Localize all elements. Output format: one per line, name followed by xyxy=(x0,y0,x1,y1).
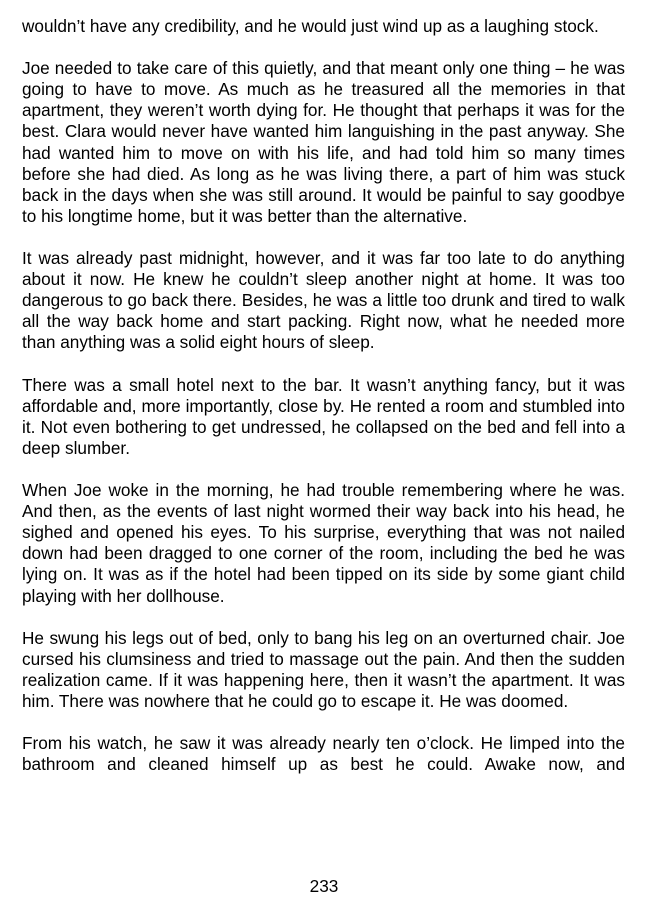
paragraph-4: There was a small hotel next to the bar. It wasn’t anything fancy, but it was affordable and, more importantly, close by. He rented a room and stumbled into it. Not even bothering to get undressed, he collapsed on the bed and fell into a deep slumber. xyxy=(22,374,625,458)
paragraph-5: When Joe woke in the morning, he had trouble remembering where he was. And then, as the events of last night wormed their way back into his head, he sighed and opened his eyes. To his surprise, everything that was not nailed down had been dragged to one corner of the room, including the bed he was lying on. It was as if the hotel had been tipped on its side by some giant child playing with her dollhouse. xyxy=(22,480,625,606)
page-number: 233 xyxy=(309,876,339,896)
paragraph-7: From his watch, he saw it was already nearly ten o’clock. He limped into the bathroom and cleaned himself up as best he could. Awake now, and xyxy=(22,733,625,775)
paragraph-6: He swung his legs out of bed, only to bang his leg on an overturned chair. Joe cursed his clumsiness and tried to massage out the pain. And then the sudden realization came. If it was happening here, then it wasn’t the apartment. It was him. There was nowhere that he could go to escape it. He was doomed. xyxy=(22,627,625,711)
body-text xyxy=(22,16,625,796)
paragraph-1: wouldn’t have any credibility, and he would just wind up as a laughing stock. xyxy=(22,16,599,36)
paragraph-3: It was already past midnight, however, and it was far too late to do anything about it now. He knew he couldn’t sleep another night at home. It was too dangerous to go back there. Besides, he was a little too drunk and tired to walk all the way back home and start packing. Right now, what he needed more than anything was a solid eight hours of sleep. xyxy=(22,248,625,353)
paragraph-2: Joe needed to take care of this quietly, and that meant only one thing – he was going to have to move. As much as he treasured all the memories in that apartment, they weren’t worth dying for. He thought that perhaps it was for the best. Clara would never have wanted him languishing in the past anyway. She had wanted him to move on with his life, and had told him so many times before she had died. As long as he was living there, a part of him was stuck back in the days when she was still around. It would be painful to say goodbye to his longtime home, but it was better than the alternative. xyxy=(22,58,625,226)
